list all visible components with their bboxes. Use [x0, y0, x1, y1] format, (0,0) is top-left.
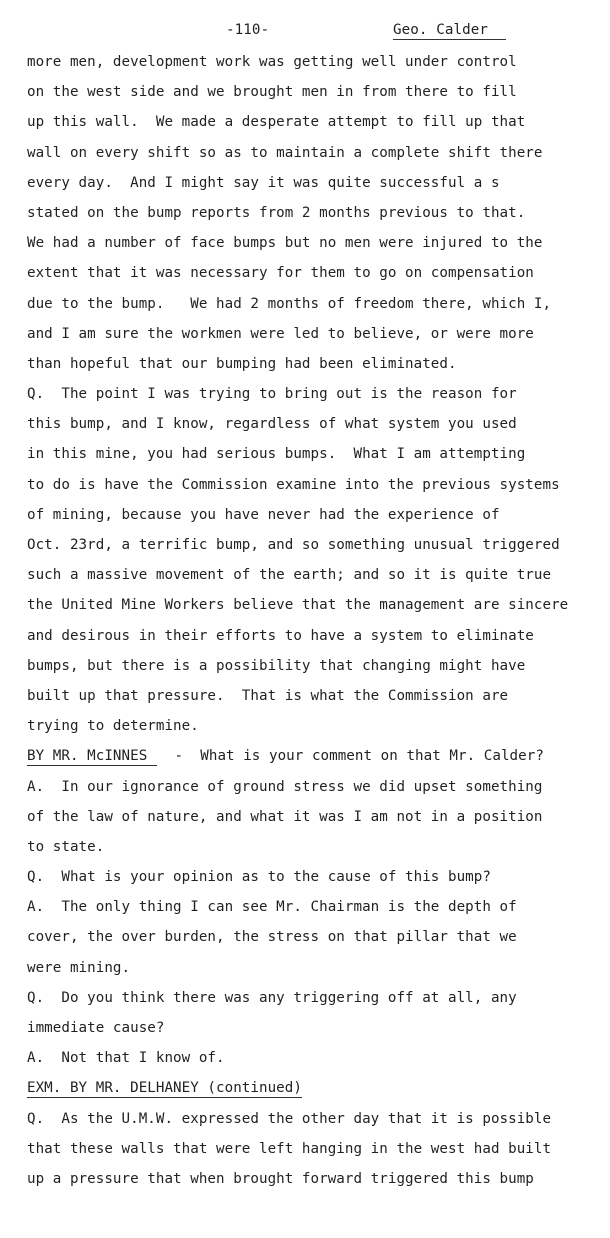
text-line: and I am sure the workmen were led to believe, or were more: [27, 325, 534, 342]
text-line: stated on the bump reports from 2 months previous to that.: [27, 204, 526, 221]
text-line: up a pressure that when brought forward triggered this bump: [27, 1170, 534, 1187]
witness-name: Geo. Calder: [393, 22, 506, 40]
text-line: built up that pressure. That is what the Commission are: [27, 687, 509, 704]
text-line: wall on every shift so as to maintain a complete shift there: [27, 144, 543, 161]
text-line: We had a number of face bumps but no men were injured to the: [27, 235, 543, 252]
text-line: than hopeful that our bumping had been eliminated.: [27, 355, 457, 372]
text-line: that these walls that were left hanging in the west had built: [27, 1140, 552, 1157]
examiner-question: - What is your comment on that Mr. Calder?: [157, 748, 544, 765]
question-line: Q. Do you think there was any triggering off at all, any: [27, 989, 517, 1006]
text-line: the United Mine Workers believe that the management are sincere: [27, 597, 569, 614]
question-line: Q. The point I was trying to bring out is the reason for: [27, 386, 517, 403]
answer-line: A. The only thing I can see Mr. Chairman is the depth of: [27, 899, 517, 916]
text-line: cover, the over burden, the stress on that pillar that we: [27, 929, 517, 946]
examiner-line-delhaney: [27, 1078, 607, 1108]
text-line: this bump, and I know, regardless of what system you used: [27, 416, 517, 433]
text-line: due to the bump. We had 2 months of freedom there, which I,: [27, 295, 552, 312]
page-number: -110-: [226, 22, 270, 38]
text-line: bumps, but there is a possibility that changing might have: [27, 657, 526, 674]
text-line: of the law of nature, and what it was I am not in a position: [27, 808, 543, 825]
answer-line: A. In our ignorance of ground stress we did upset something: [27, 778, 543, 795]
examiner-heading: BY MR. McINNES: [27, 748, 157, 766]
text-line: every day. And I might say it was quite successful a s: [27, 174, 500, 191]
text-line: and desirous in their efforts to have a system to eliminate: [27, 627, 534, 644]
question-line: Q. As the U.M.W. expressed the other day that it is possible: [27, 1110, 552, 1127]
text-line: to state.: [27, 838, 105, 855]
text-line: immediate cause?: [27, 1020, 165, 1036]
examiner-line-mcinnes: [27, 746, 607, 776]
text-line: in this mine, you had serious bumps. What I am attempting: [27, 446, 526, 463]
question-line: Q. What is your opinion as to the cause of this bump?: [27, 869, 491, 886]
text-line: on the west side and we brought men in from there to fill: [27, 84, 517, 101]
text-line: of mining, because you have never had the experience of: [27, 506, 500, 523]
text-line: to do is have the Commission examine into the previous systems: [27, 476, 560, 493]
text-line: such a massive movement of the earth; and so it is quite true: [27, 567, 552, 584]
text-line: up this wall. We made a desperate attempt to fill up that: [27, 114, 526, 131]
examiner-heading: EXM. BY MR. DELHANEY (continued): [27, 1080, 302, 1097]
page-header: [0, 22, 610, 42]
text-line: trying to determine.: [27, 718, 199, 735]
text-line: extent that it was necessary for them to go on compensation: [27, 265, 534, 282]
transcript-body: [27, 52, 607, 1199]
text-line: were mining.: [27, 959, 131, 976]
text-line: more men, development work was getting well under control: [27, 54, 517, 70]
answer-line: A. Not that I know of.: [27, 1050, 225, 1067]
text-line: Oct. 23rd, a terrific bump, and so something unusual triggered: [27, 537, 560, 553]
